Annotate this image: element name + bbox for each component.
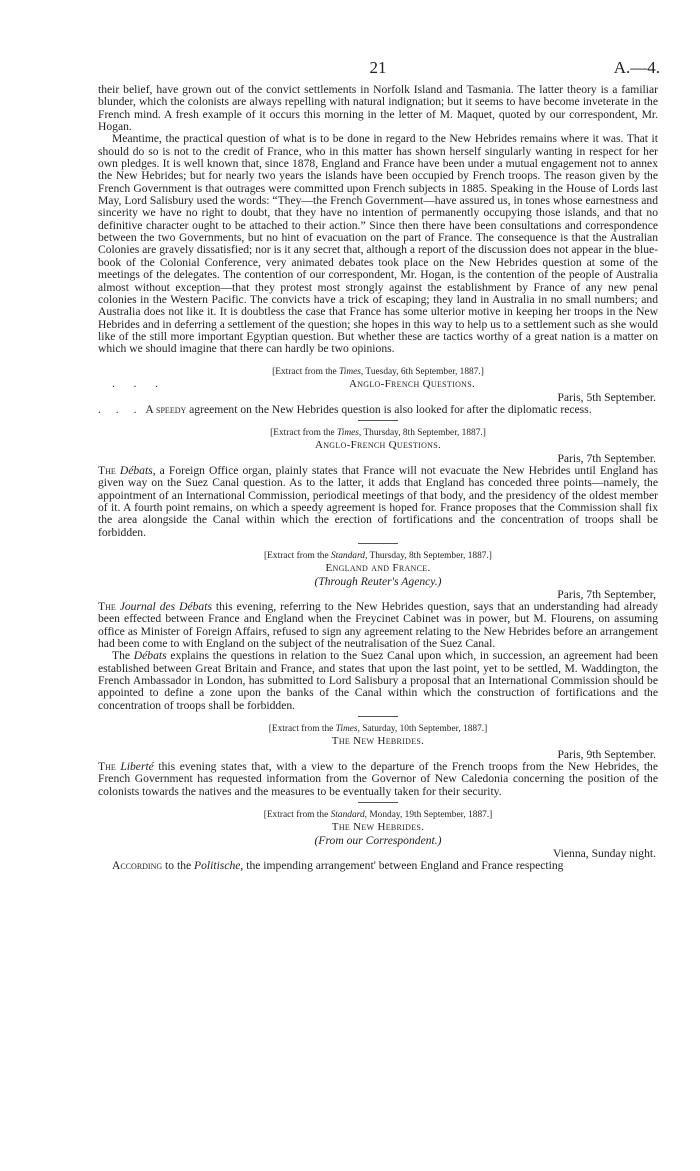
extract-citation-5: [Extract from the Standard, Monday, 19th September, 1887.] bbox=[263, 810, 493, 821]
intro-paragraph-1: their belief, have grown out of the convict settlements in Norfolk Island and Tasmania. The latter theory is a familiar blunder, which the colonists are always repelling with natural indignation; but it seems to have become inveterate in the French mind. A fresh example of it occurs this morning in the letter of M. Maquet, quoted by our correspondent, Mr. Hogan. bbox=[98, 83, 658, 134]
section-body-5: According to the Politische, the impending arrangement' between England and France respecting bbox=[112, 859, 564, 873]
page-header bbox=[98, 58, 658, 84]
section-body-1: . . . A speedy agreement on the New Hebrides question is also looked for after the diplomatic recess. bbox=[98, 402, 592, 416]
section-heading-4: The New Hebrides. bbox=[331, 735, 425, 748]
section-divider-4 bbox=[358, 802, 398, 803]
dateline-2: Paris, 7th September. bbox=[557, 451, 656, 465]
extract-citation-2: [Extract from the Times, Thursday, 8th September, 1887.] bbox=[270, 427, 486, 438]
section-body-3b: The Débats explains the questions in relation to the Suez Canal upon which, in succession, an agreement had been established between Great Britain and France, and states that upon the last point, yet to be settled, M. Waddington, the French Ambassador in London, has submitted to Lord Salisbury a proposal that an International Commission should be appointed to define a zone upon the banks of the Canal within which the construction of fortifications and the concentration of troops shall be forbidden. bbox=[98, 649, 658, 712]
section-body-4: The Liberté this evening states that, with a view to the departure of the French troops from the New Hebrides, the French Government has requested information from the Governor of New Caledonia concerning the position of the colonists towards the natives and the measures to be eventually taken for their security. bbox=[98, 760, 658, 798]
section-subheading-3: (Through Reuter's Agency.) bbox=[314, 574, 442, 588]
section-heading-2: Anglo-French Questions. bbox=[314, 438, 442, 451]
section-subheading-5: (From our Correspondent.) bbox=[314, 834, 442, 848]
section-divider-2 bbox=[358, 543, 398, 544]
section-divider-3 bbox=[358, 716, 398, 717]
section-heading-3: England and France. bbox=[325, 561, 431, 574]
dateline-3: Paris, 7th September, bbox=[557, 587, 656, 601]
section-heading-1: . . . Anglo-French Questions. bbox=[112, 377, 476, 390]
document-page bbox=[98, 58, 658, 872]
dateline-5: Vienna, Sunday night. bbox=[553, 847, 656, 861]
section-heading-5: The New Hebrides. bbox=[331, 821, 425, 834]
extract-citation-4: [Extract from the Times, Saturday, 10th September, 1887.] bbox=[268, 724, 488, 735]
document-reference: A.—4. bbox=[613, 58, 660, 77]
dateline-1: Paris, 5th September. bbox=[557, 390, 656, 404]
dateline-4: Paris, 9th September. bbox=[557, 748, 656, 762]
extract-citation-3: [Extract from the Standard, Thursday, 8th September, 1887.] bbox=[264, 550, 492, 561]
section-body-3a: The Journal des Débats this evening, referring to the New Hebrides question, says that an understanding had already been effected between France and England when the Freycinet Cabinet was in power, but M. Flourens, on assuming office as Minister of Foreign Affairs, refused to sign any agreement relating to the New Hebrides before an arrangement had been come to with England on the subject of the neutralisation of the Suez Canal. bbox=[98, 599, 659, 650]
intro-paragraph-2: Meantime, the practical question of what is to be done in regard to the New Hebrides remains where it was. That it should do so is not to the credit of France, who in this matter has shown herself singularly wanting in respect for her own pledges. It is well known that, since 1878, England and France have been under a mutual engagement not to annex the New Hebrides; but for nearly two years the islands have been occupied by French troops. The reason given by the French Government is that outrages were committed upon French subjects in 1885. Speaking in the House of Lords last May, Lord Salisbury used the words: “They—the French Government—have assured us, in tones whose earnestness and sincerity we have no right to doubt, that they have no intention of permanently occupying those islands, and that no definitive character ought to be attached to their action.” Since then there have been consultations and correspondence between the two Governments, but no hint of evacuation on the part of France. The consequence is that the Australian Colonies are gravely dissatisfied; nor is it any secret that, although a report of the discussion does not appear in the blue-book of the Colonial Conference, very animated debates took place on the New Hebrides question at some of the meetings of the delegates. The contention of our correspondent, Mr. Hogan, is the contention of the people of Australia almost without exception—that they protest most strongly against the establishment by France of any new penal colonies in the Western Pacific. The convicts have a trick of escaping; they land in Australia in no small numbers; and Australia does not like it. It is doubtless the case that France has some ulterior motive in keeping her troops in the New Hebrides and in deferring a settlement of the question; she hopes in this way to help us to a settlement such as she would like of the still more important Egyptian question. But whether these are tactics worthy of a great nation is a matter on which we should imagine that there can hardly be two opinions. bbox=[98, 132, 658, 356]
section-divider-1 bbox=[358, 420, 398, 421]
section-body-2: The Débats, a Foreign Office organ, plainly states that France will not evacuate the New Hebrides until England has given way on the Suez Canal question. As to the latter, it adds that England has conceded three points—namely, the appointment of an International Commission, periodical meetings of that body, and the presidency of the oldest member of it. A fourth point remains, on which a speedy agreement is hoped for. France proposes that the Commission shall fix the area alongside the Canal within which the erection of fortifications and the concentration of troops shall be forbidden. bbox=[98, 463, 658, 539]
page-number: 21 bbox=[369, 58, 387, 77]
extract-citation-1: [Extract from the Times, Tuesday, 6th September, 1887.] bbox=[272, 366, 484, 377]
